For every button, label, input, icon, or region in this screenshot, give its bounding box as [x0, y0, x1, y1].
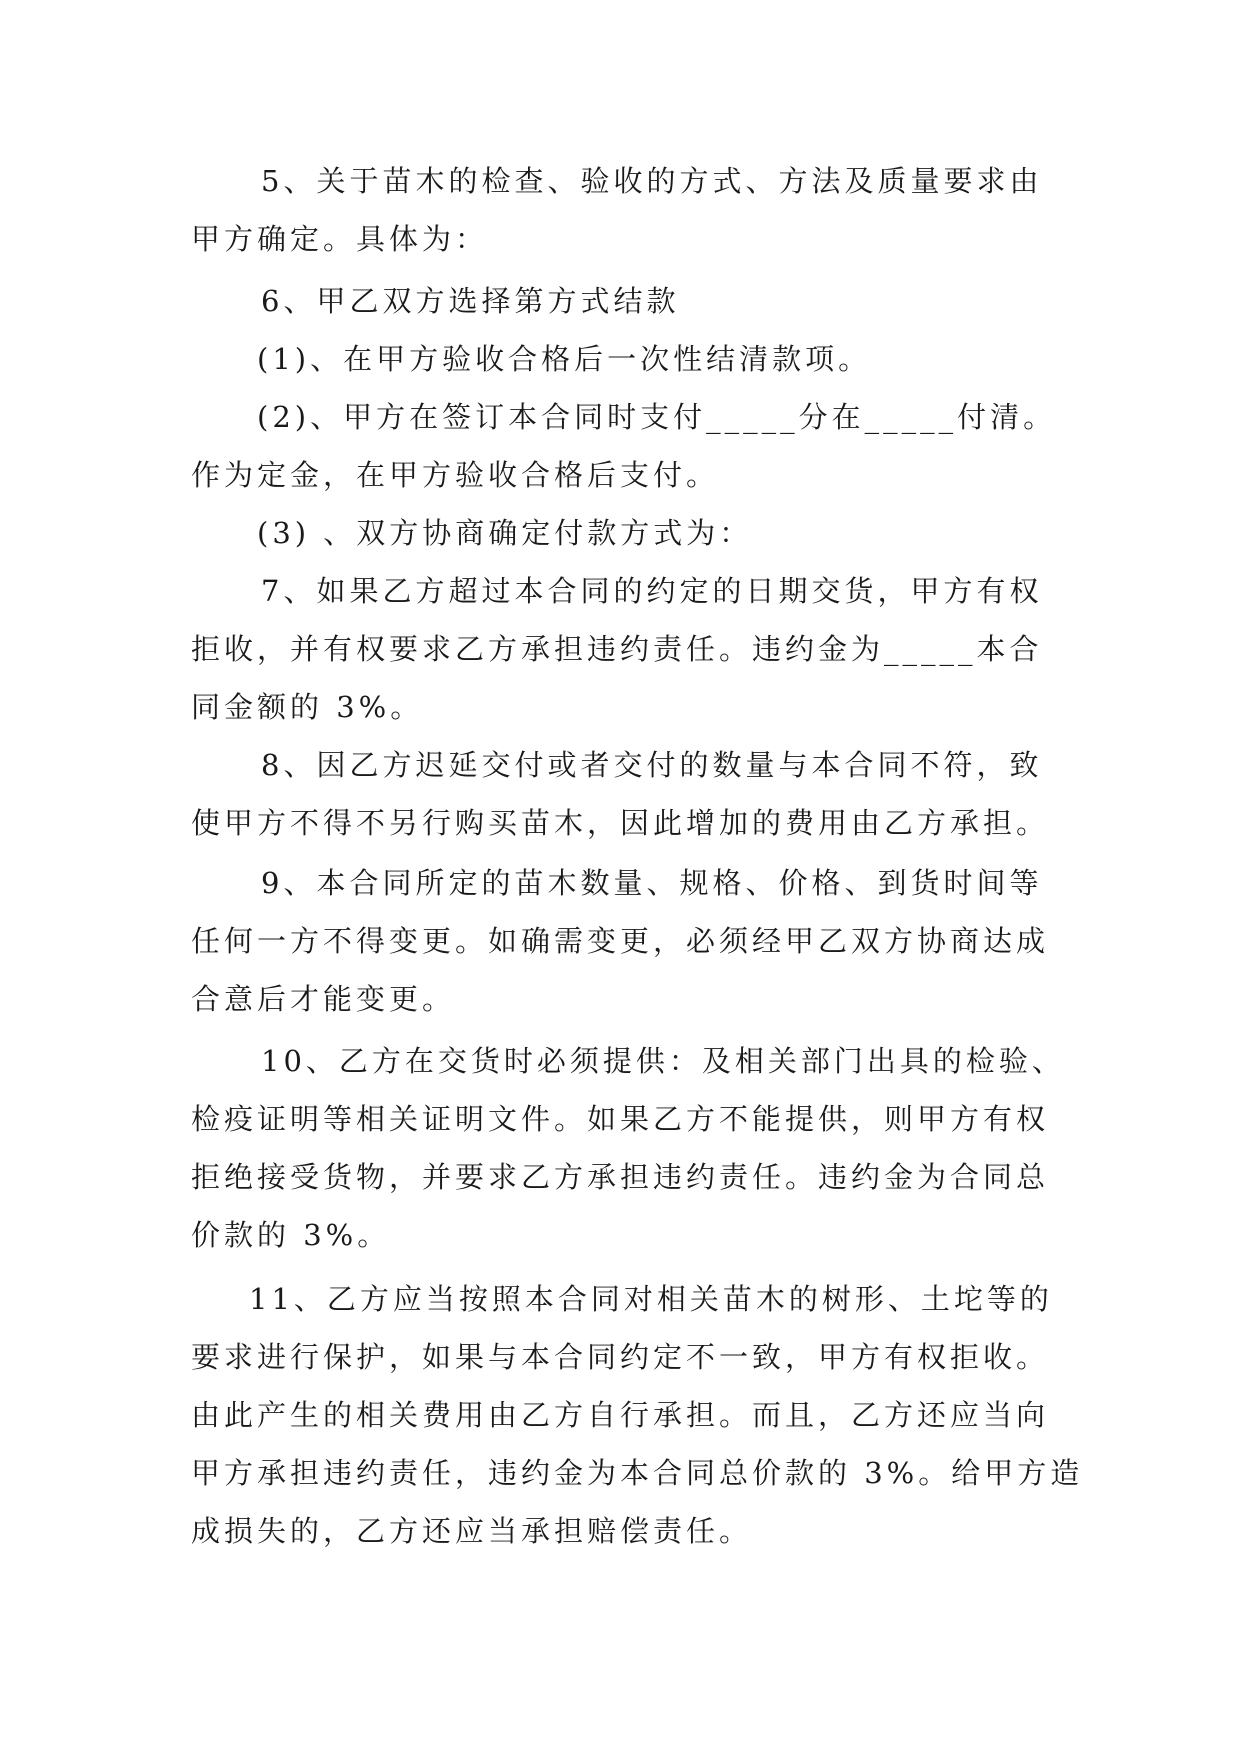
paragraph-clause-5 [191, 152, 1051, 268]
paragraph-line: 作为定金，在甲方验收合格后支付。 [191, 458, 720, 492]
paragraph-line: 要求进行保护，如果与本合同约定不一致，甲方有权拒收。 [191, 1340, 1050, 1374]
paragraph-line: (1)、在甲方验收合格后一次性结清款项。 [257, 342, 872, 376]
paragraph-line: 同金额的 3%。 [191, 690, 424, 724]
paragraph-clause-7 [191, 562, 1051, 736]
paragraph-line: (3) 、双方协商确定付款方式为： [257, 516, 753, 550]
paragraph-line: 6、甲乙双方选择第方式结款 [261, 284, 680, 318]
paragraph-clause-6 [191, 272, 1051, 330]
paragraph-line: 甲方确定。具体为： [191, 222, 489, 256]
paragraph-clause-10 [191, 1032, 1065, 1264]
paragraph-clause-6-3 [191, 504, 1051, 562]
paragraph-line: (2)、甲方在签订本合同时支付_____分在_____付清。 [257, 400, 1057, 434]
paragraph-line: 拒收，并有权要求乙方承担违约责任。违约金为_____本合 [191, 632, 1043, 666]
paragraph-line: 任何一方不得变更。如确需变更，必须经甲乙双方协商达成 [191, 924, 1050, 958]
paragraph-clause-11 [191, 1270, 1084, 1560]
paragraph-line: 5、关于苗木的检查、验收的方式、方法及质量要求由 [261, 164, 1043, 198]
paragraph-line: 检疫证明等相关证明文件。如果乙方不能提供，则甲方有权 [191, 1102, 1050, 1136]
paragraph-line: 11、乙方应当按照本合同对相关苗木的树形、土坨等的 [249, 1282, 1053, 1316]
paragraph-clause-8 [191, 736, 1051, 852]
paragraph-line: 合意后才能变更。 [191, 982, 456, 1016]
paragraph-line: 9、本合同所定的苗木数量、规格、价格、到货时间等 [261, 866, 1043, 900]
paragraph-line: 价款的 3%。 [191, 1218, 391, 1252]
paragraph-line: 拒绝接受货物，并要求乙方承担违约责任。违约金为合同总 [191, 1160, 1050, 1194]
paragraph-line: 10、乙方在交货时必须提供：及相关部门出具的检验、 [261, 1044, 1065, 1078]
document-body [191, 152, 1084, 1560]
paragraph-clause-6-2 [191, 388, 1057, 504]
paragraph-clause-9 [191, 854, 1051, 1028]
paragraph-line: 使甲方不得不另行购买苗木，因此增加的费用由乙方承担。 [191, 806, 1050, 840]
paragraph-line: 甲方承担违约责任，违约金为本合同总价款的 3%。给甲方造 [191, 1456, 1084, 1490]
paragraph-clause-6-1 [191, 330, 1051, 388]
paragraph-line: 8、因乙方迟延交付或者交付的数量与本合同不符，致 [261, 748, 1043, 782]
paragraph-line: 成损失的，乙方还应当承担赔偿责任。 [191, 1514, 753, 1548]
paragraph-line: 7、如果乙方超过本合同的约定的日期交货，甲方有权 [261, 574, 1043, 608]
paragraph-line: 由此产生的相关费用由乙方自行承担。而且，乙方还应当向 [191, 1398, 1050, 1432]
